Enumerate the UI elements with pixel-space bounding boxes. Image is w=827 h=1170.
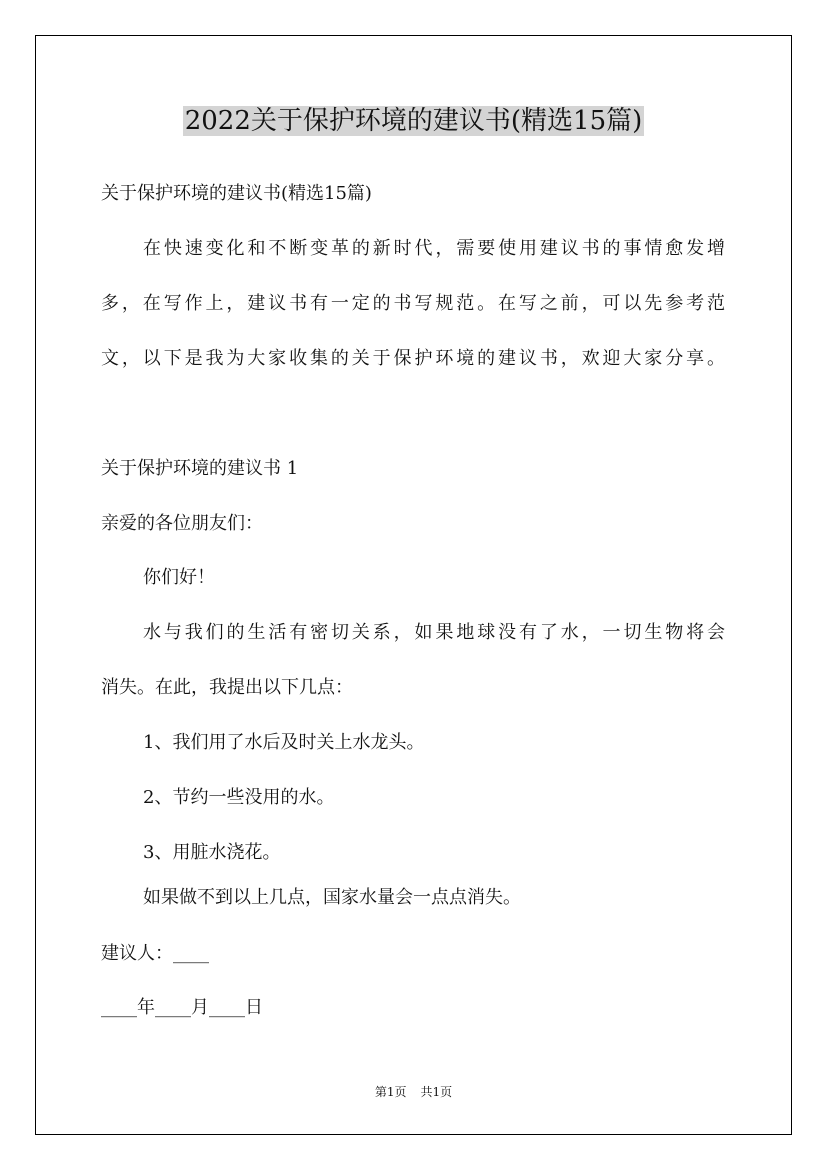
page-footer	[0, 1083, 827, 1101]
point-1: 1、我们用了水后及时关上水龙头。	[143, 732, 425, 753]
body-line-2: 消失。在此，我提出以下几点：	[101, 677, 353, 698]
point-3: 3、用脏水浇花。	[143, 842, 281, 863]
date-line: ____年____月____日	[101, 997, 263, 1018]
point-2: 2、节约一些没用的水。	[143, 787, 335, 808]
intro-line-2: 多，在写作上，建议书有一定的书写规范。在写之前，可以先参考范	[101, 293, 725, 314]
section-heading: 关于保护环境的建议书 1	[101, 458, 299, 479]
closing-line: 如果做不到以上几点，国家水量会一点点消失。	[143, 887, 521, 908]
proposer-line: 建议人：____	[101, 943, 209, 964]
document-title-text: 2022关于保护环境的建议书(精选15篇)	[184, 106, 643, 136]
salutation: 亲爱的各位朋友们：	[101, 513, 263, 534]
page-total: 共1页	[420, 1085, 453, 1099]
intro-line-1: 在快速变化和不断变革的新时代，需要使用建议书的事情愈发增	[143, 238, 725, 259]
document-title	[0, 100, 827, 142]
greeting: 你们好！	[143, 567, 215, 588]
intro-line-3: 文，以下是我为大家收集的关于保护环境的建议书，欢迎大家分享。	[101, 348, 725, 369]
document-subtitle: 关于保护环境的建议书(精选15篇)	[101, 183, 372, 204]
body-line-1: 水与我们的生活有密切关系，如果地球没有了水，一切生物将会	[143, 622, 725, 643]
page-number: 第1页	[374, 1085, 407, 1099]
